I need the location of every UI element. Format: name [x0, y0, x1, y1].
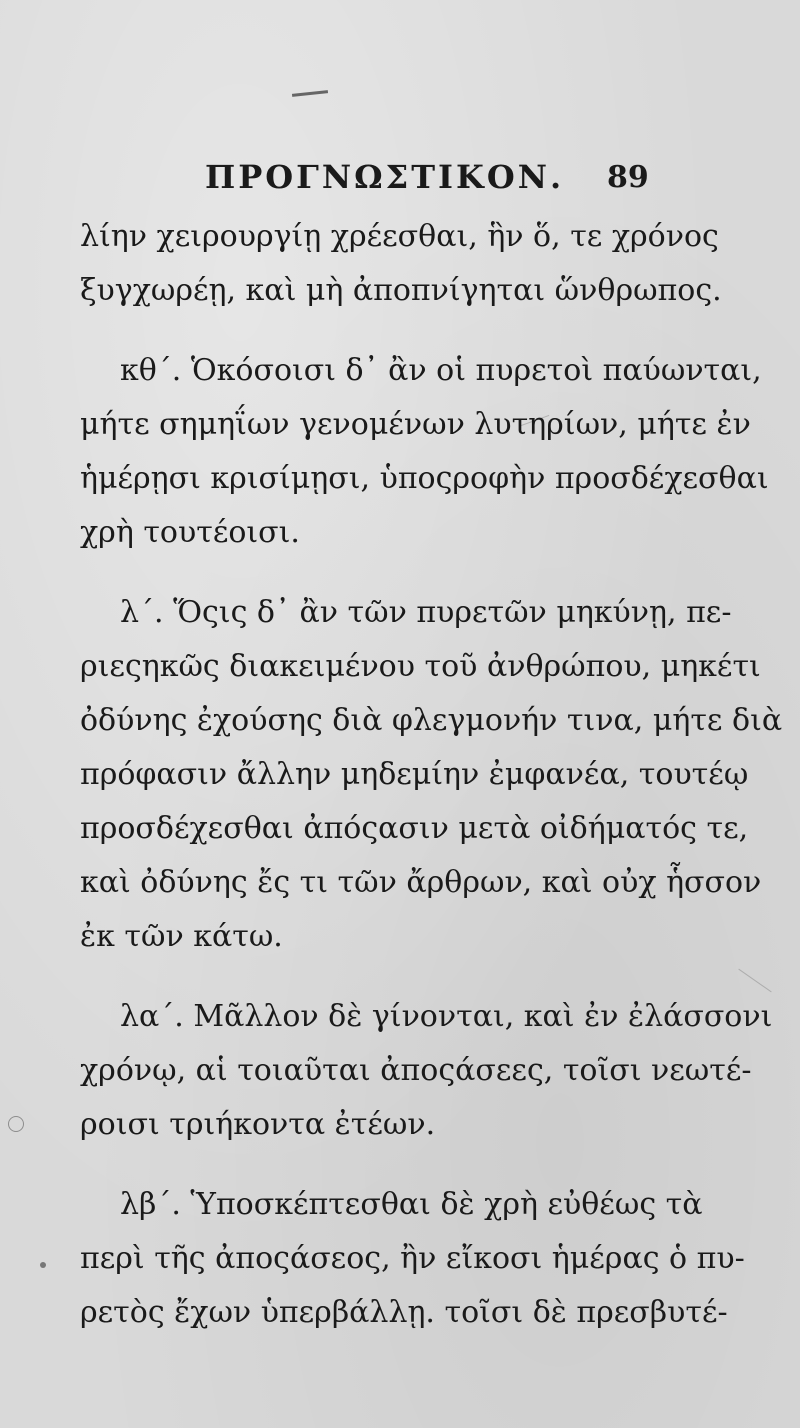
text-line: ροισι τριήκοντα ἐτέων.: [80, 1107, 436, 1142]
paper-mark: [292, 90, 328, 97]
text-line: χρόνῳ, αἱ τοιαῦται ἀποςάσεες, τοῖσι νεωτέ-: [80, 1053, 752, 1088]
text-line: χρὴ τουτέοισι.: [80, 515, 300, 550]
text-line: ἐκ τῶν κάτω.: [80, 919, 283, 954]
running-header: [205, 158, 665, 198]
text-line: περὶ τῆς ἀποςάσεος, ἢν εἴκοσι ἡμέρας ὁ πυ-: [80, 1241, 745, 1276]
text-line: προσδέχεσθαι ἀπόςασιν μετὰ οἰδήματός τε,: [80, 811, 749, 846]
paper-speck: [8, 1116, 24, 1132]
paragraph-gap: [80, 1152, 660, 1178]
text-line: λα΄. Μᾶλλον δὲ γίνονται, καὶ ἐν ἐλάσσονι: [120, 999, 773, 1034]
paper-fiber: [738, 969, 771, 993]
text-line: ἡμέρῃσι κρισίμῃσι, ὑποςροφὴν προσδέχεσθαι: [80, 461, 769, 496]
page-body: [80, 210, 783, 1340]
text-line: λ΄. Ὅςις δ᾽ ἂν τῶν πυρετῶν μηκύνῃ, πε-: [120, 595, 732, 630]
paragraph-gap: [80, 560, 660, 586]
text-line: ὀδύνης ἐχούσης διὰ φλεγμονήν τινα, μήτε διὰ: [80, 703, 783, 738]
page-number: 89: [607, 160, 649, 195]
text-line: ρετὸς ἔχων ὑπερβάλλῃ. τοῖσι δὲ πρεσβυτέ-: [80, 1295, 728, 1330]
text-line: λβ΄. Ὑποσκέπτεσθαι δὲ χρὴ εὐθέως τὰ: [120, 1187, 703, 1222]
paragraph-gap: [80, 964, 660, 990]
running-title: ΠΡΟΓΝΩΣΤΙΚΟΝ.: [205, 158, 565, 196]
text-line: κθ΄. Ὁκόσοισι δ᾽ ἂν οἱ πυρετοὶ παύωνται,: [120, 353, 762, 388]
text-line: μήτε σημηΐων γενομένων λυτηρίων, μήτε ἐν: [80, 407, 751, 442]
text-line: πρόφασιν ἄλλην μηδεμίην ἐμφανέα, τουτέῳ: [80, 757, 749, 792]
text-line: καὶ ὀδύνης ἔς τι τῶν ἄρθρων, καὶ οὐχ ἧσσον: [80, 865, 762, 900]
text-line: λίην χειρουργίῃ χρέεσθαι, ἣν ὅ, τε χρόνος: [80, 219, 719, 254]
paper-speck: [40, 1262, 46, 1268]
text-line: ριεςηκῶς διακειμένου τοῦ ἀνθρώπου, μηκέτι: [80, 649, 761, 684]
text-line: ξυγχωρέῃ, καὶ μὴ ἀποπνίγηται ὥνθρωπος.: [80, 273, 722, 308]
paragraph-gap: [80, 318, 660, 344]
